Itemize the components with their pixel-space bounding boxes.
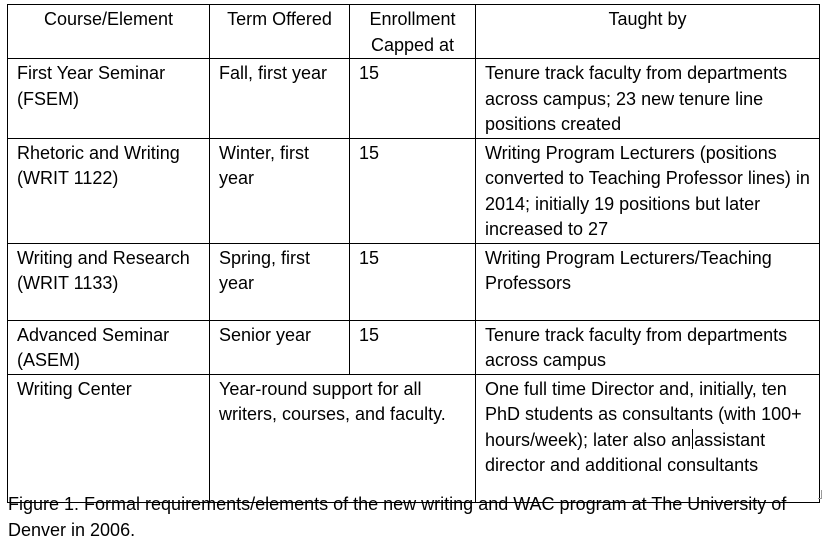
table-row (8, 59, 820, 139)
header-term-offered: Term Offered (210, 5, 350, 59)
cell-taught (476, 374, 820, 502)
cell-course: Writing Center (8, 374, 210, 502)
table-header-row (8, 5, 820, 59)
cell-taught: Writing Program Lecturers (positions converted to Teaching Professor lines) in 2014; initially 19 positions but later increased to 27 (476, 138, 820, 243)
taught-text-part2: assistant director and additional consultants (485, 429, 766, 475)
cell-term: Senior year (210, 320, 350, 374)
cell-course: Rhetoric and Writing (WRIT 1122) (8, 138, 210, 243)
cell-term-merged: Year-round support for all writers, courses, and faculty. (210, 374, 476, 502)
header-enrollment-cap: Enrollment Capped at (350, 5, 476, 59)
table-row (8, 138, 820, 243)
cell-course: Writing and Research (WRIT 1133) (8, 243, 210, 320)
table-row (8, 243, 820, 320)
cell-cap: 15 (350, 243, 476, 320)
cell-term: Winter, first year (210, 138, 350, 243)
cell-term: Fall, first year (210, 59, 350, 139)
cell-cap: 15 (350, 320, 476, 374)
cell-taught: Tenure track faculty from departments across campus; 23 new tenure line positions created (476, 59, 820, 139)
table-row (8, 374, 820, 502)
paragraph-end-mark (818, 490, 822, 499)
cell-course: First Year Seminar (FSEM) (8, 59, 210, 139)
cell-taught: Writing Program Lecturers/Teaching Professors (476, 243, 820, 320)
cell-cap: 15 (350, 59, 476, 139)
taught-text-part1: One full time Director and, initially, ten PhD students as consultants (with 100+ hours/week); later also an (485, 378, 802, 450)
table-row (8, 320, 820, 374)
header-course-element: Course/Element (8, 5, 210, 59)
figure-caption: Figure 1. Formal requirements/elements of the new writing and WAC program at The University of Denver in 2006. (8, 494, 787, 540)
cell-taught: Tenure track faculty from departments across campus (476, 320, 820, 374)
cell-cap: 15 (350, 138, 476, 243)
text-cursor (692, 429, 693, 449)
cell-term: Spring, first year (210, 243, 350, 320)
requirements-table (7, 4, 820, 503)
cell-course: Advanced Seminar (ASEM) (8, 320, 210, 374)
header-taught-by: Taught by (476, 5, 820, 59)
